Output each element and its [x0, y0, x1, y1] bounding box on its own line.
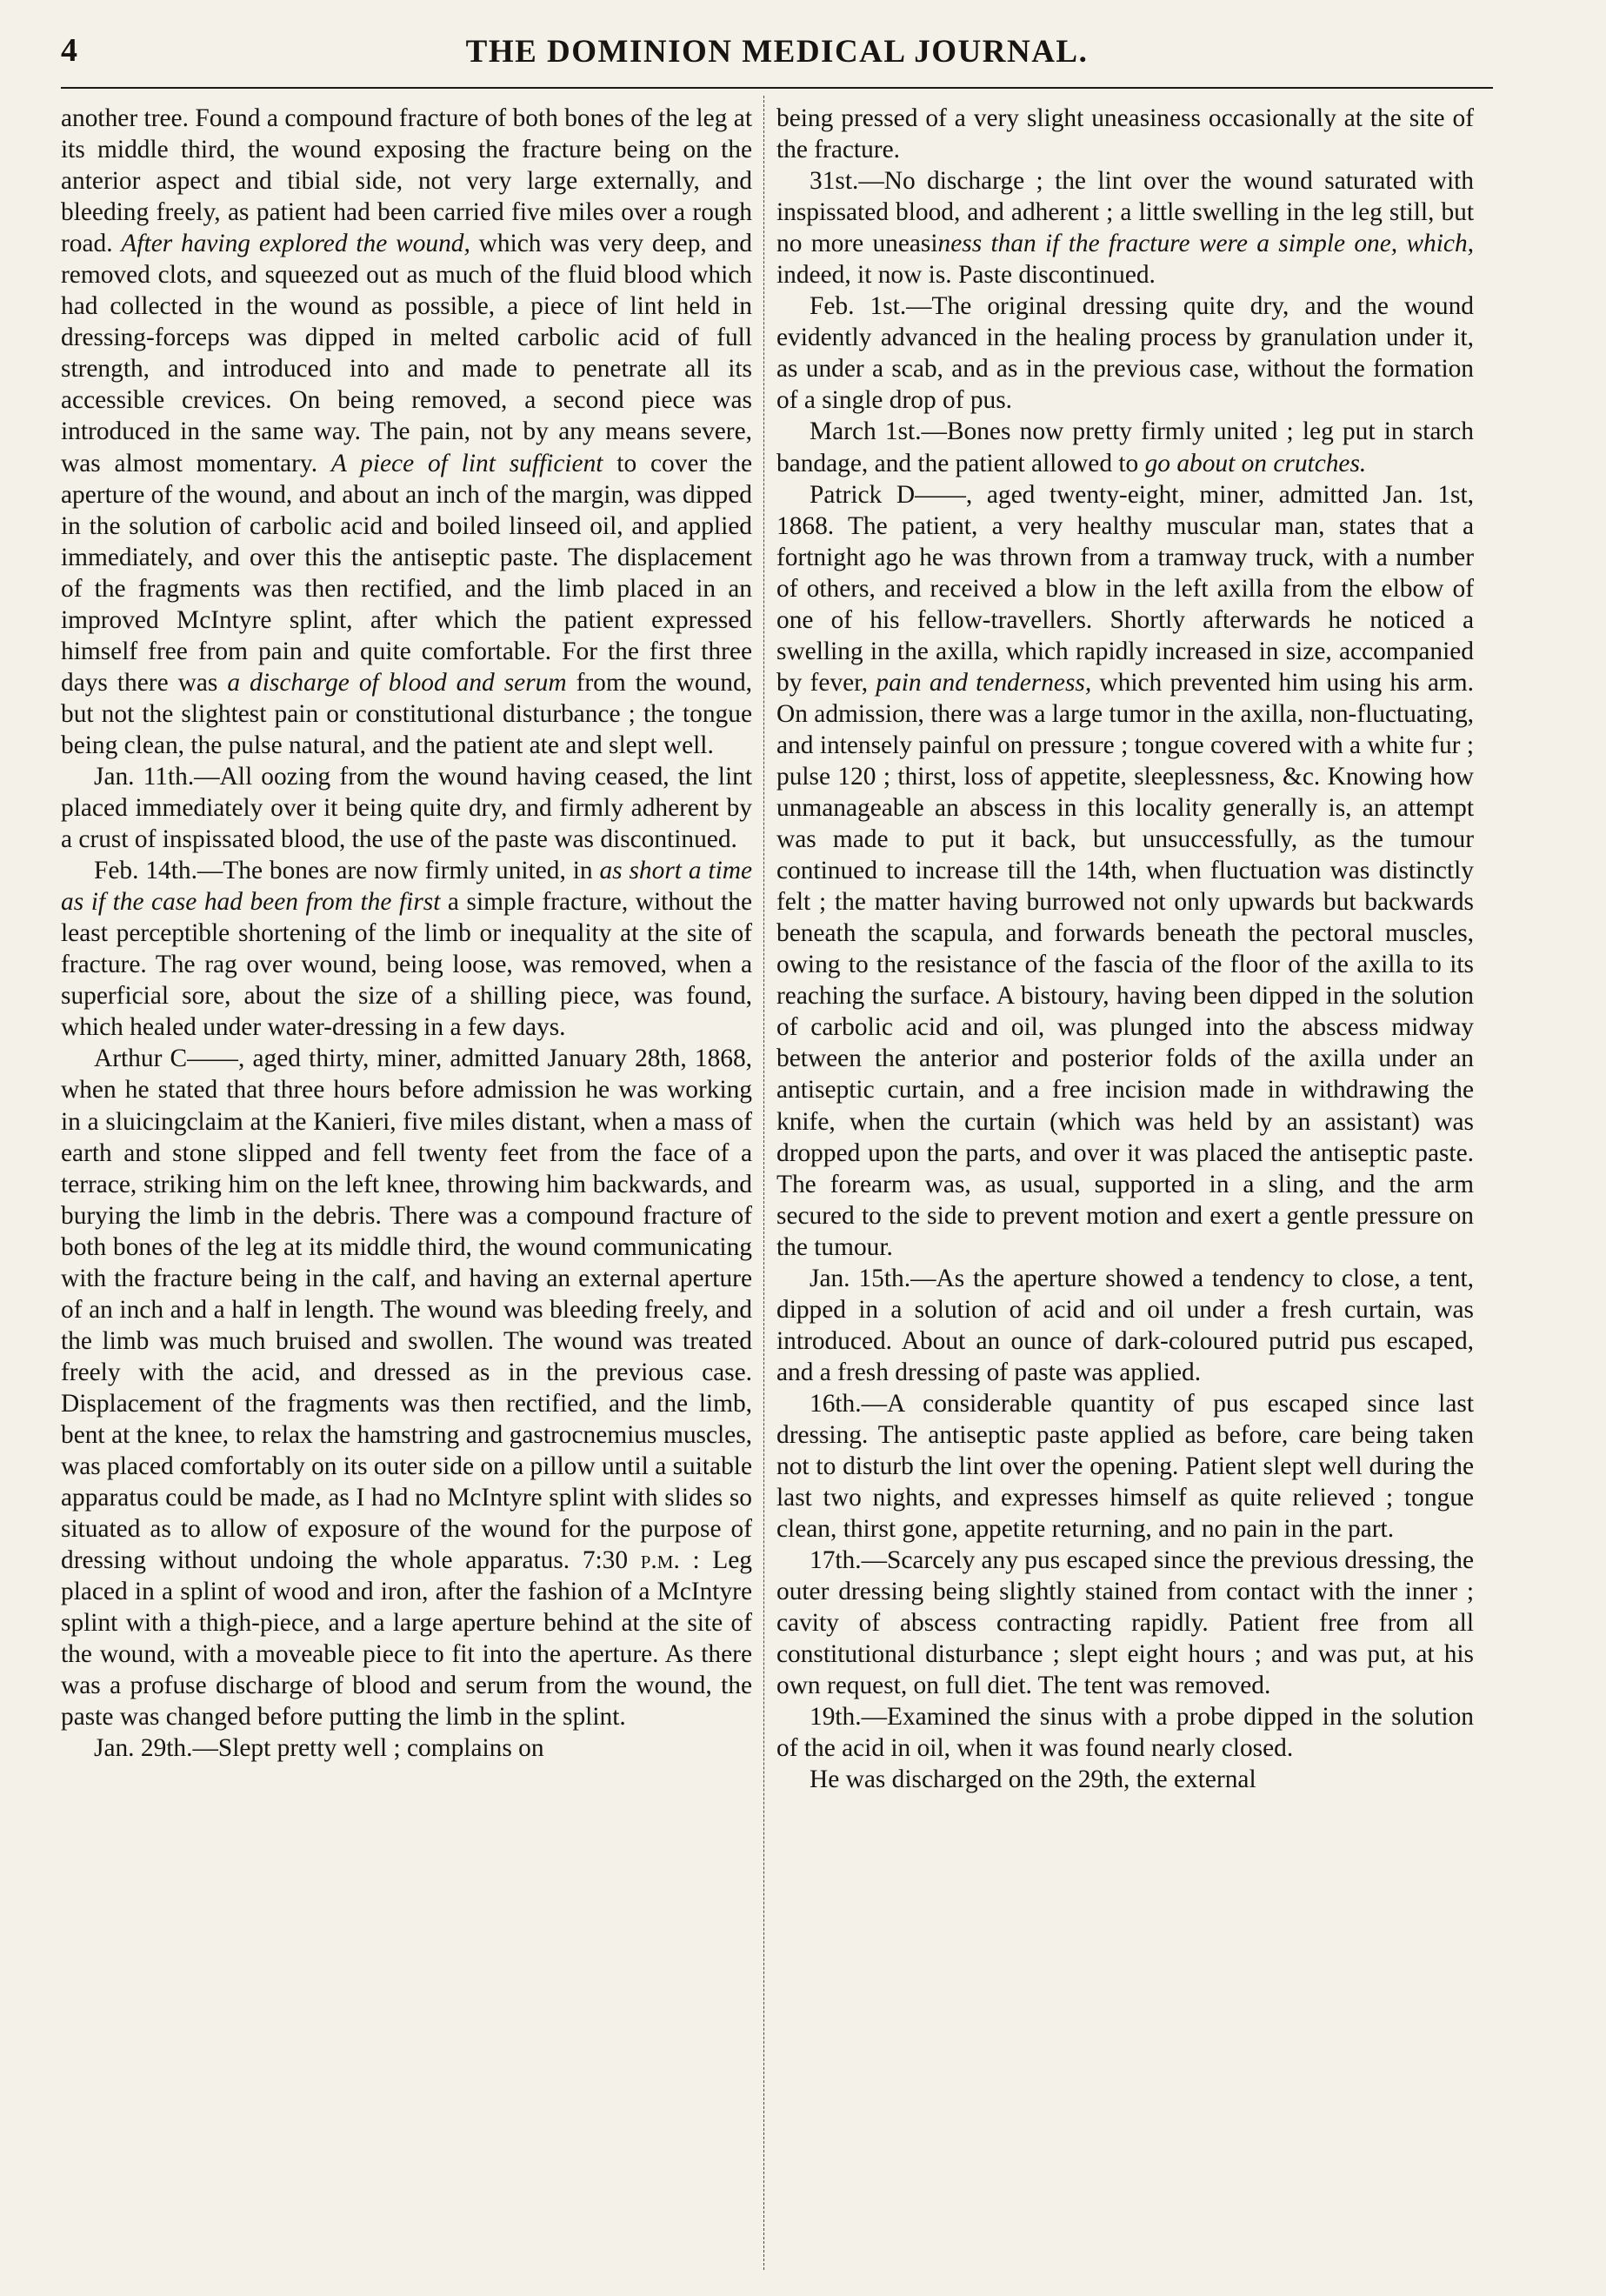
paragraph: 19th.—Examined the sinus with a probe dipped in the solution of the acid in oil, when it was found nearly closed. — [776, 1703, 1474, 1763]
paragraph: Feb. 1st.—The original dressing quite dry, and the wound evidently advanced in the healing process by granulation under it, as under a scab, and as in the previous case, without the formation of a single drop of pus. — [776, 292, 1474, 415]
column-divider — [763, 96, 764, 2270]
paragraph: Arthur C——, aged thirty, miner, admitted January 28th, 1868, when he stated that three hours before admission he was working in a sluicingclaim at the Kanieri, five miles distant, when a mass of earth and stone slipped and fell twenty feet from the face of a terrace, striking him on the left knee, throwing him backwards, and burying the limb in the debris. There was a compound fracture of both bones of the leg at its middle third, the wound communicating with the fracture being in the calf, and having an external aperture of an inch and a half in length. The wound was bleeding freely, and the limb was much bruised and swollen. The wound was treated freely with the acid, and dressed as in the previous case. Displacement of the fragments was then rectified, and the limb, bent at the knee, to relax the hamstring and gastrocnemius muscles, was placed comfortably on its outer side on a pillow until a suitable apparatus could be made, as I had no McIntyre splint with slides so situated as to allow of exposure of the wound for the purpose of dressing without undoing the whole apparatus. 7:30 p.m. : Leg placed in a splint of wood and iron, after the fashion of a McIntyre splint with a thigh-piece, and a large aperture behind at the site of the wound, with a moveable piece to fit into the aperture. As there was a profuse discharge of blood and serum from the wound, the paste was changed before putting the limb in the splint. — [61, 1045, 752, 1732]
paragraph: Jan. 11th.—All oozing from the wound having ceased, the lint placed immediately over it being quite dry, and firmly adherent by a crust of inspissated blood, the use of the paste was discontinued. — [61, 762, 752, 854]
running-title: THE DOMINION MEDICAL JOURNAL. — [465, 34, 1089, 70]
paragraph: 17th.—Scarcely any pus escaped since the previous dressing, the outer dressing being slightly stained from contact with the inner ; cavity of abscess contracting rapidly. Patient free from all constitutional disturbance ; slept eight hours ; and was put, at his own request, on full diet. The tent was removed. — [776, 1546, 1474, 1700]
paragraph: 16th.—A considerable quantity of pus escaped since last dressing. The antiseptic paste applied as before, care being taken not to disturb the lint over the opening. Patient slept well during the last two nights, and expresses himself as quite relieved ; tongue clean, thirst gone, appetite returning, and no pain in the part. — [776, 1389, 1474, 1544]
paragraph: Feb. 14th.—The bones are now firmly united, in as short a time as if the case had been from the first a simple fracture, without the least perceptible shortening of the limb or inequality at the site of fracture. The rag over wound, being loose, was removed, when a superficial sore, about the size of a shilling piece, was found, which healed under water-dressing in a few days. — [61, 857, 752, 1042]
paragraph: Patrick D——, aged twenty-eight, miner, admitted Jan. 1st, 1868. The patient, a very healthy muscular man, states that a fortnight ago he was thrown from a tramway truck, with a number of others, and received a blow in the left axilla from the elbow of one of his fellow-travellers. Shortly afterwards he noticed a swelling in the axilla, which rapidly increased in size, accompanied by fever, pain and tenderness, which prevented him using his arm. On admission, there was a large tumor in the axilla, non-fluctuating, and intensely painful on pressure ; tongue covered with a white fur ; pulse 120 ; thirst, loss of appetite, sleeplessness, &c. Knowing how unmanageable an abscess in this locality generally is, an attempt was made to put it back, but unsuccessfully, as the tumour continued to increase till the 14th, when fluctuation was distinctly felt ; the matter having burrowed not only upwards but backwards beneath the scapula, and forwards beneath the pectoral muscles, owing to the resistance of the fascia of the floor of the axilla to its reaching the surface. A bistoury, having been dipped in the solution of carbolic acid and oil, was plunged into the abscess midway between the anterior and posterior folds of the axilla under an antiseptic curtain, and a free incision made in withdrawing the knife, when the curtain (which was held by an assistant) was dropped upon the parts, and over it was placed the antiseptic paste. The forearm was, as usual, supported in a sling, and the arm secured to the side to prevent motion and exert a gentle pressure on the tumour. — [776, 480, 1474, 1261]
paragraph: another tree. Found a compound fracture of both bones of the leg at its middle third, the wound exposing the fracture being on the anterior aspect and tibial side, not very large externally, and bleeding freely, as patient had been carried five miles over a rough road. After having explored the wound, which was very deep, and removed clots, and squeezed out as much of the fluid blood which had collected in the wound as possible, a piece of lint held in dressing-forceps was dipped in melted carbolic acid of full strength, and introduced into and made to penetrate all its accessible crevices. On being removed, a second piece was introduced in the same way. The pain, not by any means severe, was almost momentary. A piece of lint sufficient to cover the aperture of the wound, and about an inch of the margin, was dipped in the solution of carbolic acid and boiled linseed oil, and applied immediately, and over this the antiseptic paste. The displacement of the fragments was then rectified, and the limb placed in an improved McIntyre splint, after which the patient expressed himself free from pain and quite comfortable. For the first three days there was a discharge of blood and serum from the wound, but not the slightest pain or constitutional disturbance ; the tongue being clean, the pulse natural, and the patient ate and slept well. — [61, 104, 752, 759]
left-column — [61, 103, 752, 2277]
page-header — [61, 30, 1493, 82]
paragraph: being pressed of a very slight uneasiness occasionally at the site of the fracture. — [776, 104, 1474, 164]
header-rule — [61, 87, 1493, 89]
paragraph: March 1st.—Bones now pretty firmly united ; leg put in starch bandage, and the patient allowed to go about on crutches. — [776, 417, 1474, 477]
paragraph: He was discharged on the 29th, the external — [810, 1765, 1256, 1794]
paragraph: Jan. 15th.—As the aperture showed a tendency to close, a tent, dipped in a solution of acid and oil under a fresh curtain, was introduced. About an ounce of dark-coloured putrid pus escaped, and a fresh dressing of paste was applied. — [776, 1264, 1474, 1386]
paragraph: 31st.—No discharge ; the lint over the wound saturated with inspissated blood, and adherent ; a little swelling in the leg still, but no more uneasiness than if the fracture were a simple one, which, indeed, it now is. Paste discontinued. — [776, 167, 1474, 290]
page-number: 4 — [61, 32, 77, 69]
paragraph: Jan. 29th.—Slept pretty well ; complains on — [94, 1734, 544, 1763]
right-column — [776, 103, 1474, 2277]
